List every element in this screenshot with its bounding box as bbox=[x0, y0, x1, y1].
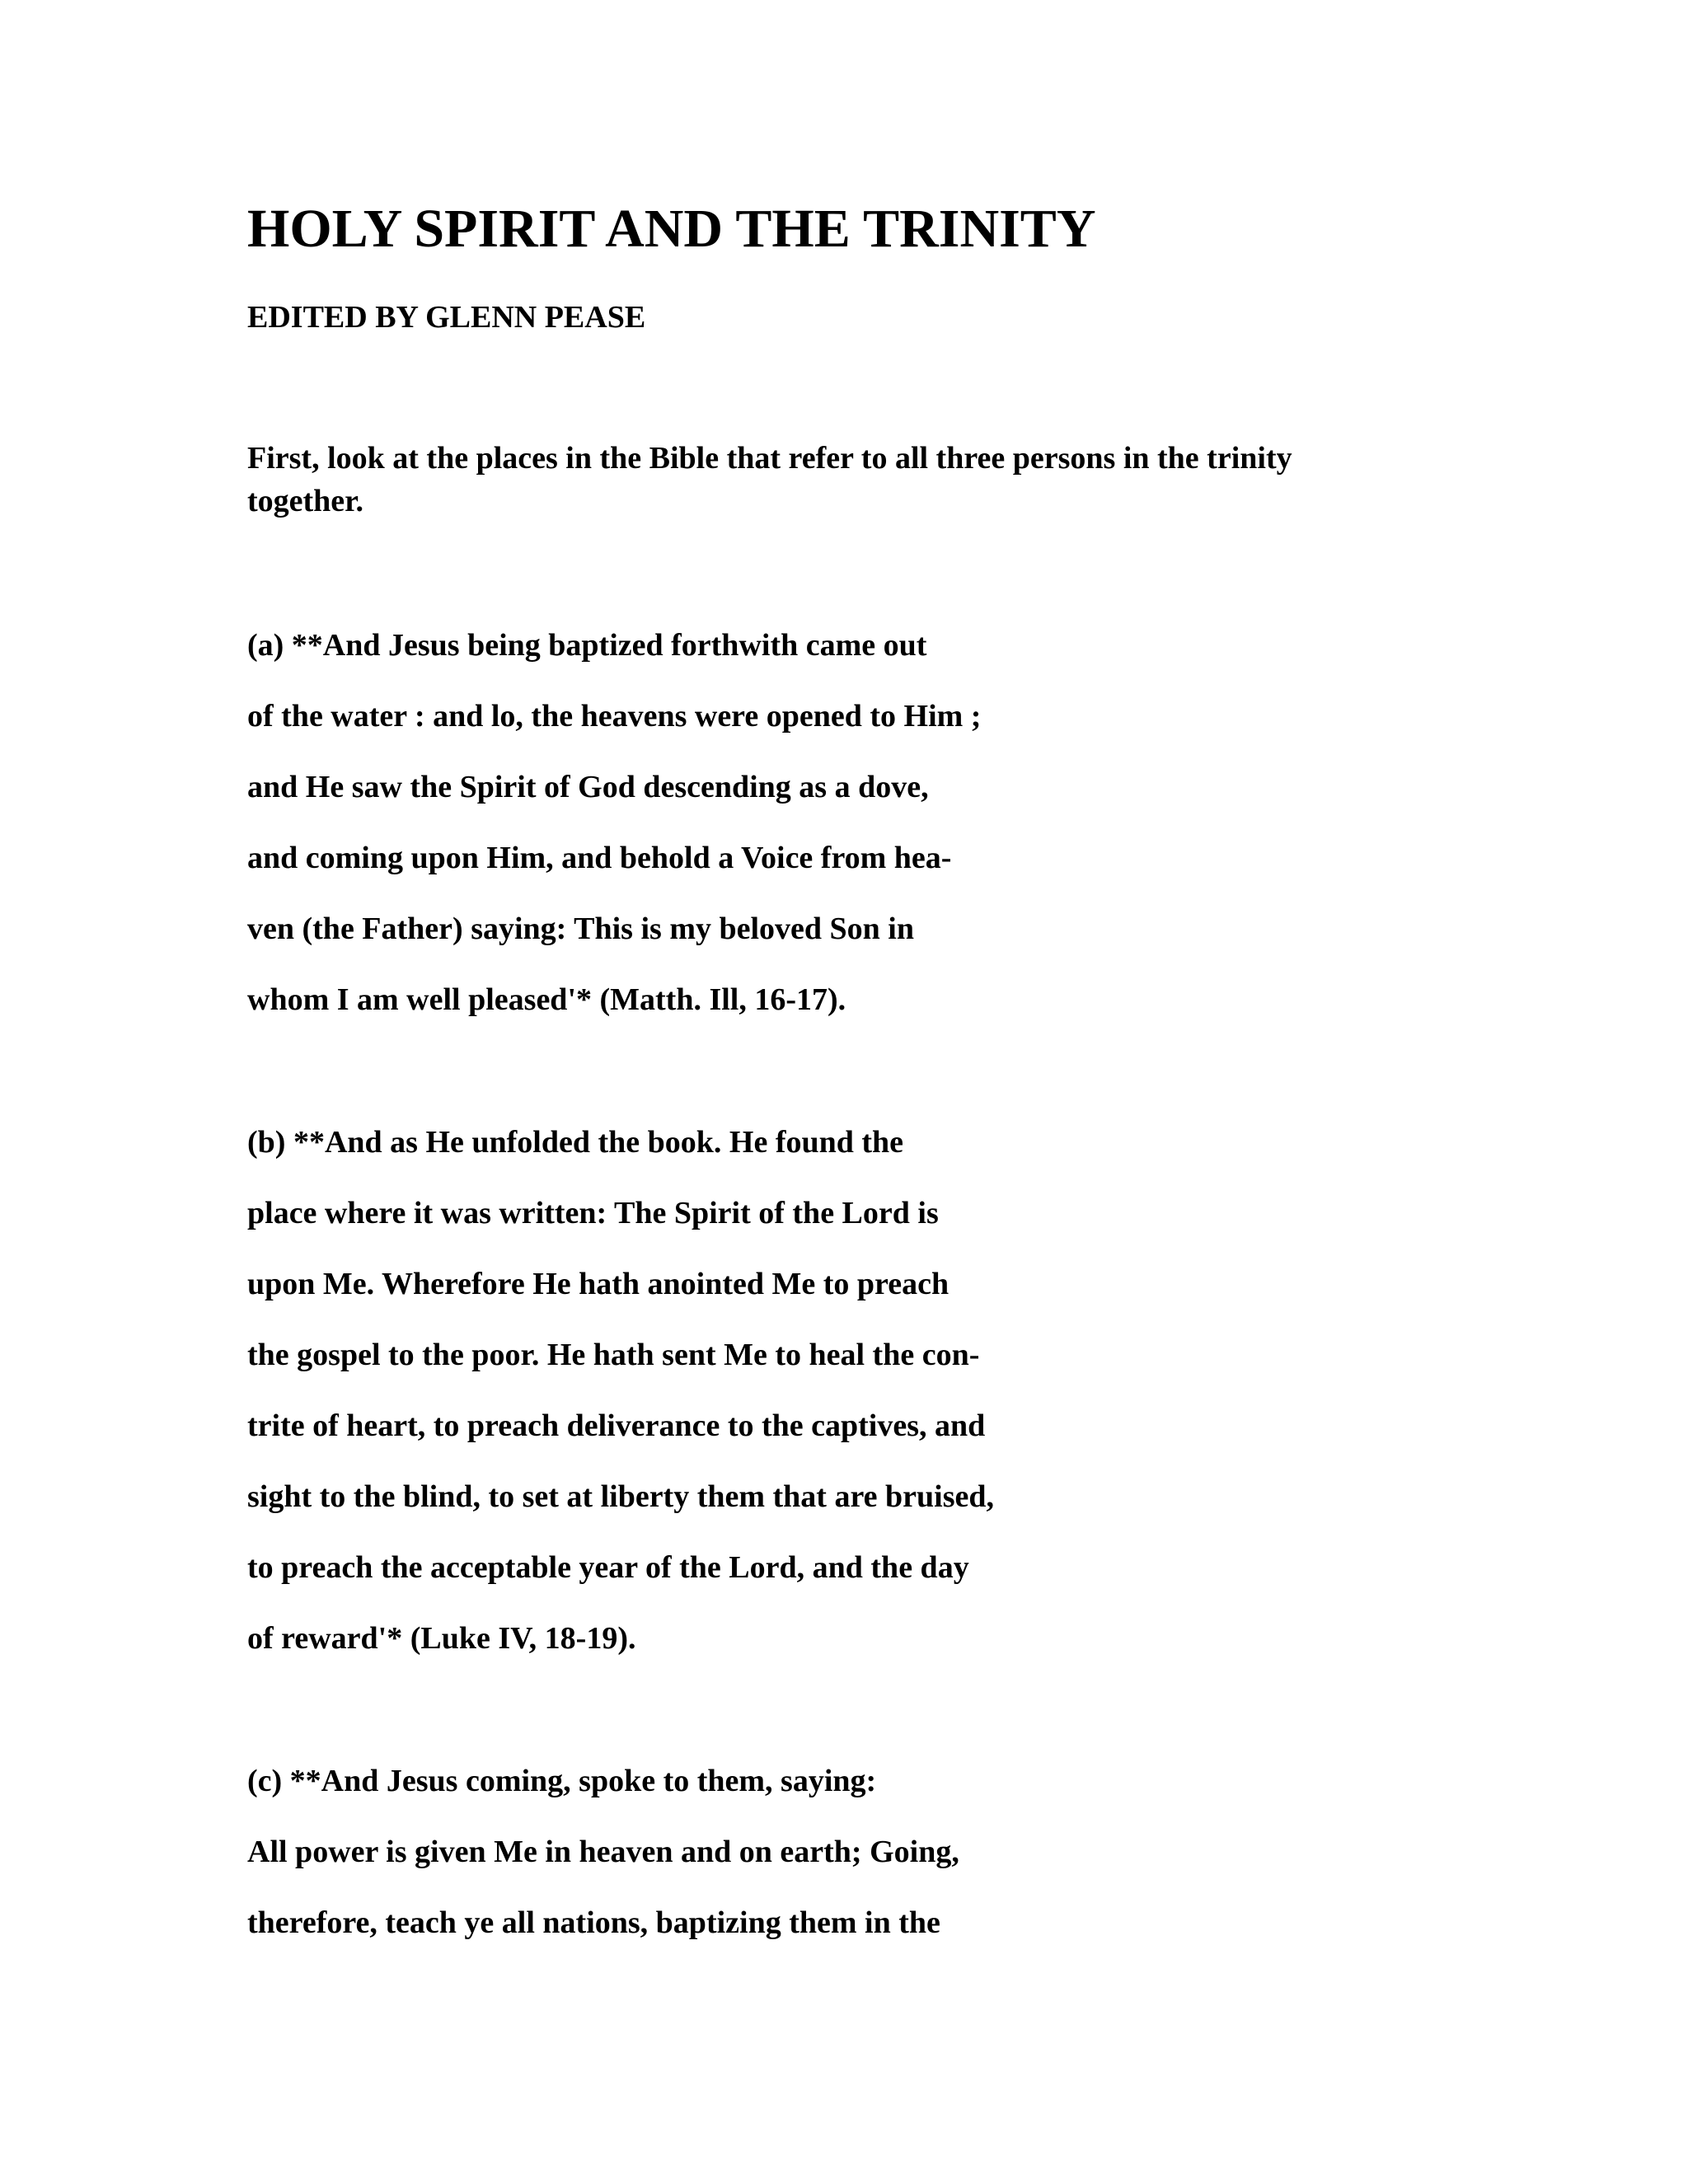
scripture-passage-c bbox=[247, 1746, 959, 1958]
passage-line: therefore, teach ye all nations, baptizing them in the bbox=[247, 1905, 940, 1940]
scripture-passage-b bbox=[247, 1107, 994, 1674]
editor-credit: EDITED BY GLENN PEASE bbox=[247, 300, 646, 335]
passage-line: of the water : and lo, the heavens were opened to Him ; bbox=[247, 699, 982, 733]
intro-paragraph bbox=[247, 437, 1401, 523]
passage-line: (c) **And Jesus coming, spoke to them, saying: bbox=[247, 1764, 877, 1798]
passage-line: whom I am well pleased'* (Matth. Ill, 16-17). bbox=[247, 982, 846, 1017]
passage-line: to preach the acceptable year of the Lord, and the day bbox=[247, 1550, 969, 1585]
passage-line: place where it was written: The Spirit of the Lord is bbox=[247, 1196, 939, 1230]
passage-line: upon Me. Wherefore He hath anointed Me to preach bbox=[247, 1267, 950, 1301]
passage-line: of reward'* (Luke IV, 18-19). bbox=[247, 1621, 636, 1656]
passage-line: (b) **And as He unfolded the book. He found the bbox=[247, 1125, 904, 1160]
passage-line: All power is given Me in heaven and on earth; Going, bbox=[247, 1835, 959, 1869]
passage-line: (a) **And Jesus being baptized forthwith came out bbox=[247, 628, 927, 663]
page-title: HOLY SPIRIT AND THE TRINITY bbox=[247, 199, 1096, 259]
passage-line: the gospel to the poor. He hath sent Me to heal the con- bbox=[247, 1338, 980, 1372]
passage-line: and He saw the Spirit of God descending as a dove, bbox=[247, 770, 929, 804]
intro-line: together. bbox=[247, 484, 364, 518]
passage-line: sight to the blind, to set at liberty them that are bruised, bbox=[247, 1479, 994, 1514]
passage-line: and coming upon Him, and behold a Voice from hea- bbox=[247, 841, 952, 875]
intro-line: First, look at the places in the Bible that refer to all three persons in the trinity bbox=[247, 441, 1292, 476]
passage-line: ven (the Father) saying: This is my beloved Son in bbox=[247, 912, 914, 946]
scripture-passage-a bbox=[247, 610, 981, 1035]
passage-line: trite of heart, to preach deliverance to the captives, and bbox=[247, 1408, 986, 1443]
